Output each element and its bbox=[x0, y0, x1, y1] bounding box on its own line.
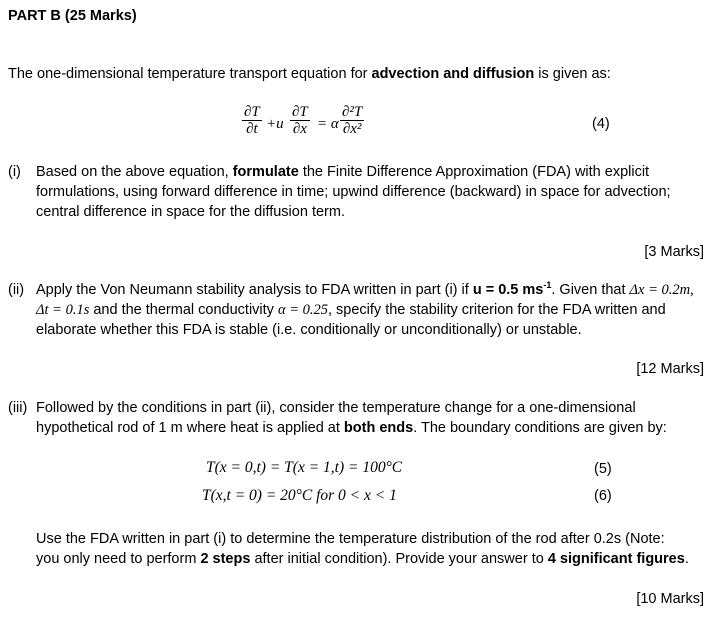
part-iii-line-2a: hypothetical rod of 1 m where heat is applied at bbox=[36, 420, 344, 436]
equation-4 bbox=[240, 102, 440, 146]
instr-bold-sigfig: 4 significant figures bbox=[547, 551, 685, 567]
part-ii-line-1b: . Given that bbox=[551, 282, 630, 298]
fraction-denominator: ∂x bbox=[292, 121, 307, 137]
boundary-condition-5: T(x = 0,t) = T(x = 1,t) = 100°C bbox=[206, 459, 403, 476]
part-ii-line-1a: Apply the Von Neumann stability analysis to FDA written in part (i) if bbox=[36, 282, 473, 298]
intro-text bbox=[8, 64, 611, 84]
intro-after: is given as: bbox=[534, 66, 611, 82]
plus-u: +u bbox=[266, 116, 284, 132]
part-iii-line-2b: . The boundary conditions are given by: bbox=[413, 420, 667, 436]
dT-dx-fraction bbox=[290, 104, 310, 137]
boundary-condition-6: T(x,t = 0) = 20°C for 0 < x < 1 bbox=[202, 487, 397, 504]
part-i-line-1 bbox=[36, 162, 706, 182]
fraction-numerator: ∂T bbox=[292, 104, 308, 120]
instr-bold-steps: 2 steps bbox=[200, 551, 251, 567]
intro-before: The one-dimensional temperature transport equation for bbox=[8, 66, 372, 82]
part-ii-bold: u = 0.5 ms bbox=[472, 282, 544, 298]
dt-value: Δt = 0.1s bbox=[36, 302, 90, 318]
dx-value: Δx = 0.2m, bbox=[629, 282, 694, 298]
part-iii-instr-line-2 bbox=[36, 549, 706, 569]
fraction-denominator: ∂x² bbox=[342, 121, 362, 137]
part-iii-bold: both ends bbox=[343, 420, 414, 436]
equation-number-5: (5) bbox=[594, 461, 612, 477]
part-ii-marks: [12 Marks] bbox=[636, 361, 704, 377]
part-i-text bbox=[36, 162, 706, 222]
instr-2a: you only need to perform bbox=[36, 551, 201, 567]
part-ii-sup: -1 bbox=[543, 280, 552, 291]
part-iii-marks: [10 Marks] bbox=[636, 591, 704, 607]
part-i-line-3: central difference in space for the diffusion term. bbox=[36, 204, 345, 220]
part-ii-line-1 bbox=[36, 280, 706, 300]
fraction-denominator: ∂t bbox=[246, 121, 258, 137]
part-i-line-1a: Based on the above equation, bbox=[36, 164, 233, 180]
equation-number-4: (4) bbox=[592, 116, 610, 132]
fraction-numerator: ∂T bbox=[244, 104, 260, 120]
dT-dt-fraction bbox=[242, 104, 262, 137]
equation-number-6: (6) bbox=[594, 488, 612, 504]
equals-alpha: = α bbox=[317, 116, 339, 132]
fraction-numerator: ∂²T bbox=[342, 104, 363, 120]
instr-2b: after initial condition). Provide your answer to bbox=[250, 551, 548, 567]
intro-bold: advection and diffusion bbox=[371, 66, 535, 82]
alpha-value: α = 0.25 bbox=[277, 302, 328, 318]
part-i-marks: [3 Marks] bbox=[644, 244, 704, 260]
part-iii-label: (iii) bbox=[8, 400, 28, 416]
part-iii-line-1: Followed by the conditions in part (ii), consider the temperature change for a one-dimensional bbox=[36, 400, 636, 416]
part-iii-instructions bbox=[36, 529, 706, 569]
part-iii-line-2 bbox=[36, 418, 706, 438]
instr-2c: . bbox=[684, 551, 689, 567]
part-i-line-1b: the Finite Difference Approximation (FDA) with explicit bbox=[298, 164, 650, 180]
part-i-line-2: formulations, using forward difference in time; upwind difference (backward) in space for advection; bbox=[36, 184, 671, 200]
part-ii-line-2 bbox=[36, 300, 706, 320]
part-ii-line-2a: and the thermal conductivity bbox=[89, 302, 278, 318]
part-i-bold: formulate bbox=[232, 164, 299, 180]
part-ii-line-2b: , specify the stability criterion for the FDA written and bbox=[327, 302, 666, 318]
part-iii-instr-line-1: Use the FDA written in part (i) to determine the temperature distribution of the rod after 0.2s (Note: bbox=[36, 531, 665, 547]
part-ii-text bbox=[36, 280, 706, 340]
part-iii-text bbox=[36, 398, 706, 438]
section-title: PART B (25 Marks) bbox=[8, 8, 137, 24]
part-ii-label: (ii) bbox=[8, 282, 25, 298]
part-i-label: (i) bbox=[8, 164, 21, 180]
d2T-dx2-fraction bbox=[340, 104, 364, 137]
part-ii-line-3: elaborate whether this FDA is stable (i.e. conditionally or unconditionally) or unstable. bbox=[36, 322, 582, 338]
